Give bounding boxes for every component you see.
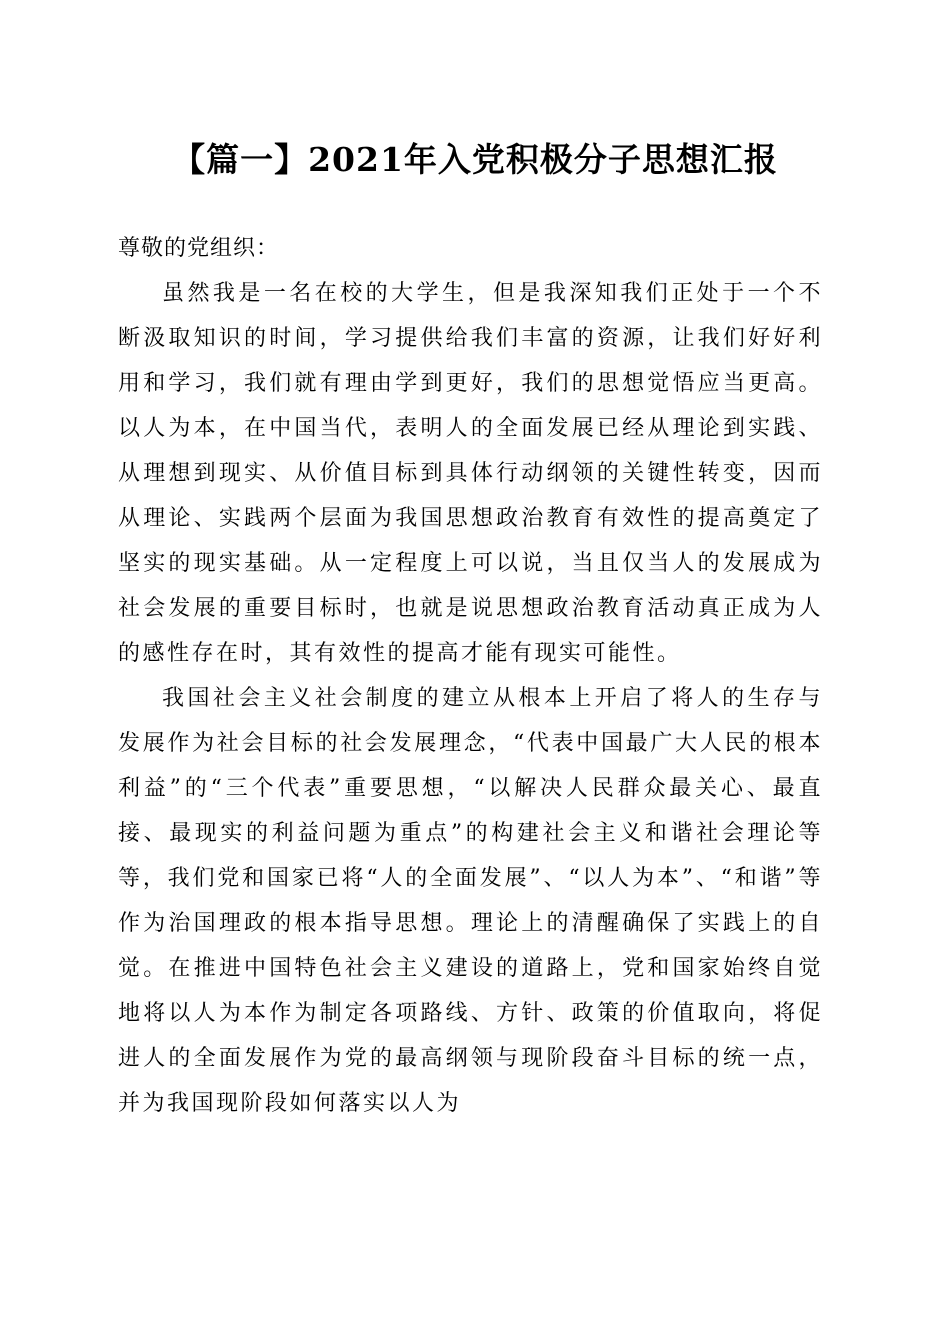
document-body: [118, 226, 823, 1126]
document-title: 【篇一】2021年入党积极分子思想汇报: [172, 140, 778, 179]
paragraph: 虽然我是一名在校的大学生，但是我深知我们正处于一个不断汲取知识的时间，学习提供给我们丰富的资源，让我们好好利用和学习，我们就有理由学到更好，我们的思想觉悟应当更高。以人为本，在中国当代，表明人的全面发展已经从理论到实践、从理想到现实、从价值目标到具体行动纲领的关键性转变，因而从理论、实践两个层面为我国思想政治教育有效性的提高奠定了坚实的现实基础。从一定程度上可以说，当且仅当人的发展成为社会发展的重要目标时，也就是说思想政治教育活动真正成为人的感性存在时，其有效性的提高才能有现实可能性。: [118, 281, 823, 666]
salutation: 尊敬的党组织：: [118, 236, 280, 261]
paragraph: 我国社会主义社会制度的建立从根本上开启了将人的生存与发展作为社会目标的社会发展理念，“代表中国最广大人民的根本利益”的“三个代表”重要思想，“以解决人民群众最关心、最直接、最现实的利益问题为重点”的构建社会主义和谐社会理论等等，我们党和国家已将“人的全面发展”、“以人为本”、“和谐”等作为治国理政的根本指导思想。理论上的清醒确保了实践上的自觉。在推进中国特色社会主义建设的道路上，党和国家始终自觉地将以人为本作为制定各项路线、方针、政策的价值取向，将促进人的全面发展作为党的最高纲领与现阶段奋斗目标的统一点，并为我国现阶段如何落实以人为: [118, 686, 823, 1116]
